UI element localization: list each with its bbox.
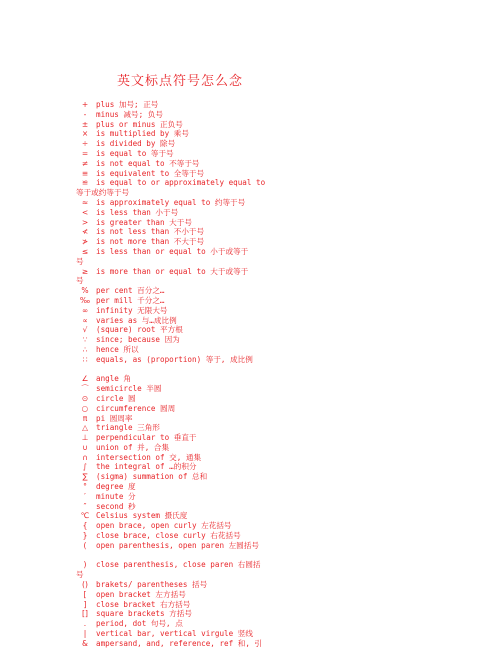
symbol-glyph: ≌ bbox=[81, 178, 89, 188]
symbol-glyph: ) bbox=[83, 560, 87, 570]
symbol-description: semicircle 半圆 bbox=[96, 384, 162, 394]
symbol-glyph: ⊙ bbox=[81, 393, 89, 403]
symbol-glyph: ‰ bbox=[79, 295, 91, 305]
symbol-glyph: > bbox=[81, 217, 89, 227]
symbol-line bbox=[76, 208, 496, 218]
symbol-glyph: ∪ bbox=[82, 442, 88, 452]
symbol-line bbox=[76, 492, 496, 502]
symbol-glyph: | bbox=[83, 629, 87, 639]
symbol-glyph: ÷ bbox=[81, 139, 89, 149]
symbol-line bbox=[76, 335, 496, 345]
symbol-description: is less than 小于号 bbox=[96, 207, 179, 217]
symbol-description: is divided by 除号 bbox=[96, 139, 176, 149]
symbol-glyph: ∴ bbox=[82, 344, 88, 354]
symbol-line bbox=[76, 169, 496, 179]
symbol-description: (square) root 平方根 bbox=[96, 325, 183, 335]
symbol-line bbox=[76, 267, 496, 277]
symbol-description: is not equal to 不等于号 bbox=[96, 158, 200, 168]
symbol-line bbox=[76, 404, 496, 414]
symbol-line bbox=[76, 433, 496, 443]
symbol-glyph: + bbox=[81, 100, 89, 109]
symbol-description: (sigma) summation of 总和 bbox=[96, 472, 208, 482]
symbol-glyph: ≠ bbox=[81, 158, 89, 168]
block-gap bbox=[76, 365, 496, 375]
symbol-description: pi 圆周率 bbox=[96, 413, 133, 423]
symbol-line bbox=[76, 472, 496, 482]
symbol-glyph: ≡ bbox=[81, 168, 89, 178]
symbol-description: square brackets 方括号 bbox=[96, 609, 192, 619]
symbol-description: Celsius system 摄氏度 bbox=[96, 511, 188, 521]
symbol-glyph: ○ bbox=[81, 403, 89, 413]
symbol-line bbox=[76, 100, 496, 110]
symbol-line bbox=[76, 188, 496, 198]
symbol-description: second 秒 bbox=[96, 501, 136, 511]
symbol-description: close parenthesis, close paren 右圆括 bbox=[96, 560, 261, 570]
symbol-description: open parenthesis, open paren 左圆括号 bbox=[96, 540, 259, 550]
symbol-description: per cent 百分之… bbox=[96, 286, 165, 296]
symbol-line bbox=[76, 139, 496, 149]
symbol-line bbox=[76, 414, 496, 424]
symbol-glyph: ∵ bbox=[82, 335, 88, 345]
symbol-glyph: } bbox=[82, 531, 88, 541]
page-title: 英文标点符号怎么念 bbox=[116, 74, 243, 89]
symbol-description: is equal to 等于号 bbox=[96, 148, 174, 158]
symbol-glyph: ± bbox=[81, 119, 89, 129]
symbol-list bbox=[76, 100, 496, 649]
symbol-description: angle 角 bbox=[96, 374, 132, 384]
symbol-line bbox=[76, 580, 496, 590]
symbol-line bbox=[76, 423, 496, 433]
symbol-line bbox=[76, 149, 496, 159]
symbol-description: is not less than 不小于号 bbox=[96, 227, 205, 237]
symbol-glyph: ⊥ bbox=[81, 433, 89, 443]
symbol-line bbox=[76, 531, 496, 541]
symbol-line bbox=[76, 511, 496, 521]
symbol-glyph: ≤ bbox=[81, 246, 89, 256]
symbol-description: is approximately equal to 约等于号 bbox=[96, 197, 246, 207]
symbol-glyph: ∠ bbox=[81, 374, 89, 384]
symbol-description: the integral of …的积分 bbox=[96, 462, 197, 472]
symbol-description: open brace, open curly 左花括号 bbox=[96, 521, 232, 531]
symbol-description: degree 度 bbox=[96, 482, 136, 492]
symbol-line bbox=[76, 502, 496, 512]
symbol-line bbox=[76, 560, 496, 570]
symbol-line bbox=[76, 482, 496, 492]
symbol-line bbox=[76, 237, 496, 247]
symbol-line bbox=[76, 462, 496, 472]
wrapped-text: 号 bbox=[76, 570, 84, 580]
symbol-line bbox=[76, 159, 496, 169]
symbol-description: triangle 三角形 bbox=[96, 423, 160, 433]
symbol-glyph: % bbox=[81, 286, 89, 296]
symbol-glyph: ∞ bbox=[81, 305, 89, 315]
symbol-glyph: () bbox=[82, 580, 88, 590]
symbol-line bbox=[76, 120, 496, 130]
symbol-line bbox=[76, 276, 496, 286]
symbol-line bbox=[76, 129, 496, 139]
symbol-glyph: < bbox=[81, 207, 89, 217]
symbol-glyph: ( bbox=[83, 540, 87, 550]
symbol-description: plus 加号; 正号 bbox=[96, 100, 159, 109]
symbol-line bbox=[76, 198, 496, 208]
symbol-glyph: ℃ bbox=[80, 511, 90, 521]
symbol-description: vertical bar, vertical virgule 竖线 bbox=[96, 629, 253, 639]
symbol-line bbox=[76, 394, 496, 404]
symbol-glyph: ∷ bbox=[82, 354, 88, 364]
symbol-line bbox=[76, 218, 496, 228]
symbol-description: union of 并, 合集 bbox=[96, 442, 170, 452]
symbol-glyph: π bbox=[82, 413, 88, 423]
symbol-line bbox=[76, 639, 496, 649]
symbol-line bbox=[76, 619, 496, 629]
symbol-description: plus or minus 正负号 bbox=[96, 119, 183, 129]
symbol-line bbox=[76, 384, 496, 394]
symbol-line bbox=[76, 247, 496, 257]
symbol-line bbox=[76, 110, 496, 120]
symbol-glyph: { bbox=[82, 521, 88, 531]
symbol-glyph: . bbox=[83, 619, 87, 629]
symbol-glyph: ≮ bbox=[81, 227, 89, 237]
symbol-line bbox=[76, 629, 496, 639]
symbol-glyph: ∩ bbox=[82, 452, 88, 462]
symbol-description: period, dot 句号, 点 bbox=[96, 619, 183, 629]
symbol-glyph: ∫ bbox=[83, 462, 87, 472]
symbol-line bbox=[76, 600, 496, 610]
symbol-description: minus 减号; 负号 bbox=[96, 109, 163, 119]
symbol-description: brakets/ parentheses 括号 bbox=[96, 580, 208, 590]
symbol-glyph: - bbox=[83, 109, 87, 119]
symbol-glyph: ⌒ bbox=[81, 384, 89, 394]
symbol-glyph: × bbox=[81, 129, 89, 139]
symbol-glyph: ∝ bbox=[82, 315, 88, 325]
symbol-line bbox=[76, 286, 496, 296]
symbol-glyph: ° bbox=[83, 482, 87, 492]
wrapped-text: 等于或约等于号 bbox=[76, 188, 130, 198]
symbol-line bbox=[76, 316, 496, 326]
symbol-description: is multiplied by 乘号 bbox=[96, 129, 189, 139]
symbol-glyph: & bbox=[82, 638, 88, 648]
symbol-glyph: [ bbox=[83, 589, 87, 599]
symbol-description: ampersand, and, reference, ref 和, 引 bbox=[96, 638, 263, 648]
wrapped-text: 号 bbox=[76, 276, 84, 286]
symbol-line bbox=[76, 590, 496, 600]
symbol-line bbox=[76, 521, 496, 531]
symbol-description: hence 所以 bbox=[96, 344, 139, 354]
symbol-line bbox=[76, 345, 496, 355]
symbol-line bbox=[76, 178, 496, 188]
symbol-line bbox=[76, 227, 496, 237]
symbol-glyph: √ bbox=[82, 325, 88, 335]
symbol-glyph: ∑ bbox=[82, 472, 88, 482]
symbol-glyph: ″ bbox=[83, 501, 87, 511]
symbol-glyph: ≈ bbox=[81, 197, 89, 207]
symbol-line bbox=[76, 570, 496, 580]
symbol-description: is not more than 不大于号 bbox=[96, 237, 205, 247]
symbol-description: per mill 千分之… bbox=[96, 295, 165, 305]
symbol-description: varies as 与…成比例 bbox=[96, 315, 177, 325]
symbol-description: equals, as (proportion) 等于, 成比例 bbox=[96, 354, 253, 364]
symbol-line bbox=[76, 296, 496, 306]
symbol-line bbox=[76, 374, 496, 384]
symbol-glyph: ≯ bbox=[81, 237, 89, 247]
symbol-description: since; because 因为 bbox=[96, 335, 180, 345]
symbol-line bbox=[76, 453, 496, 463]
symbol-line bbox=[76, 306, 496, 316]
block-gap bbox=[76, 551, 496, 561]
symbol-line bbox=[76, 325, 496, 335]
symbol-glyph: △ bbox=[82, 423, 88, 433]
symbol-description: close brace, close curly 右花括号 bbox=[96, 531, 241, 541]
symbol-description: is equal to or approximately equal to bbox=[96, 178, 266, 188]
symbol-line bbox=[76, 257, 496, 267]
symbol-line bbox=[76, 609, 496, 619]
symbol-description: is equivalent to 全等于号 bbox=[96, 168, 205, 178]
symbol-description: minute 分 bbox=[96, 491, 136, 501]
symbol-description: circle 圆 bbox=[96, 393, 136, 403]
symbol-description: open bracket 左方括号 bbox=[96, 589, 186, 599]
symbol-glyph: = bbox=[81, 148, 89, 158]
symbol-line bbox=[76, 443, 496, 453]
symbol-description: is more than or equal to 大于或等于 bbox=[96, 266, 249, 276]
symbol-glyph: [] bbox=[82, 609, 88, 619]
symbol-glyph: ] bbox=[83, 599, 87, 609]
symbol-line bbox=[76, 541, 496, 551]
symbol-description: perpendicular to 垂直于 bbox=[96, 433, 197, 443]
wrapped-text: 号 bbox=[76, 256, 84, 266]
symbol-description: is less than or equal to 小于或等于 bbox=[96, 246, 249, 256]
symbol-description: circumference 圆周 bbox=[96, 403, 176, 413]
symbol-description: is greater than 大于号 bbox=[96, 217, 192, 227]
symbol-glyph: ′ bbox=[84, 491, 86, 501]
symbol-description: infinity 无限大号 bbox=[96, 305, 168, 315]
symbol-description: close bracket 右方括号 bbox=[96, 599, 191, 609]
symbol-glyph: ≥ bbox=[81, 266, 89, 276]
symbol-description: intersection of 交, 通集 bbox=[96, 452, 202, 462]
symbol-line bbox=[76, 355, 496, 365]
